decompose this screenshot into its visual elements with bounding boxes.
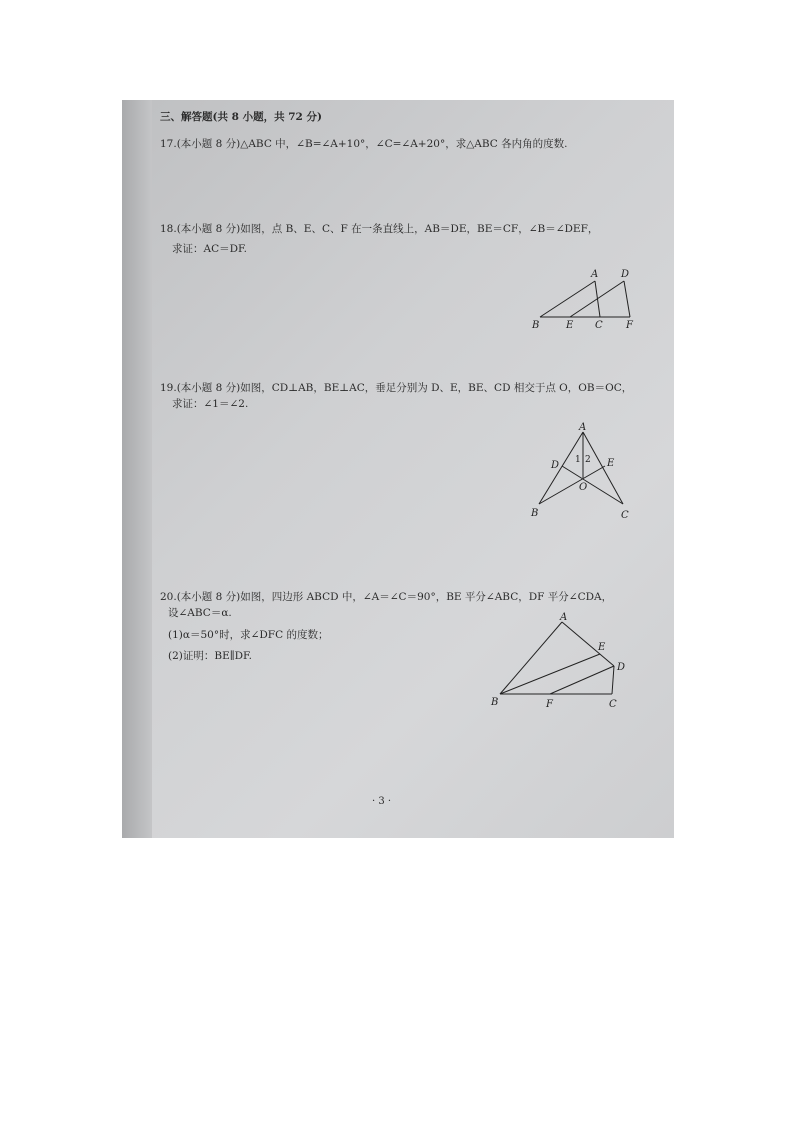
question-18-line2: 求证：AC＝DF.: [172, 243, 248, 255]
segment-ab: [540, 281, 595, 317]
label-c: C: [621, 510, 629, 521]
page-shadow: [122, 100, 152, 838]
segment-de: [570, 281, 624, 317]
segment-dc: [612, 666, 614, 694]
label-o: O: [579, 482, 588, 493]
question-20-part1: (1)α＝50°时，求∠DFC 的度数；: [168, 629, 329, 641]
question-19-line2: 求证：∠1＝∠2.: [172, 398, 249, 410]
label-d: D: [621, 269, 630, 280]
segment-ab: [539, 432, 583, 504]
label-c: C: [595, 320, 603, 331]
label-b: B: [491, 697, 499, 708]
label-a: A: [579, 422, 587, 433]
label-e: E: [566, 320, 574, 331]
label-angle-1: 1: [575, 455, 581, 465]
label-e: E: [598, 642, 606, 653]
label-d: D: [617, 662, 626, 673]
figure-q19: [525, 420, 635, 520]
label-f: F: [546, 699, 553, 710]
segment-ad: [562, 622, 614, 666]
question-20-line2: 设∠ABC＝α.: [168, 607, 232, 619]
figure-q18: [528, 265, 638, 335]
label-b: B: [531, 508, 539, 519]
question-17: 17.(本小题 8 分)△ABC 中，∠B=∠A+10°，∠C=∠A+20°，求△ABC 各内角的度数.: [160, 138, 568, 150]
label-f: F: [626, 320, 633, 331]
section-title: 三、解答题(共 8 小题，共 72 分): [160, 111, 322, 123]
page-number: · 3 ·: [372, 796, 392, 807]
segment-df: [624, 281, 630, 317]
label-e: E: [607, 458, 615, 469]
figure-q20: [488, 610, 628, 715]
question-20-line1: 20.(本小题 8 分)如图，四边形 ABCD 中，∠A＝∠C＝90°，BE 平分∠ABC，DF 平分∠CDA，: [160, 591, 613, 603]
segment-be: [500, 654, 600, 694]
segment-ac: [583, 432, 623, 504]
question-18-line1: 18.(本小题 8 分)如图，点 B、E、C、F 在一条直线上，AB＝DE，BE＝CF，∠B＝∠DEF，: [160, 223, 599, 235]
label-angle-2: 2: [585, 455, 591, 465]
label-a: A: [591, 269, 599, 280]
label-a: A: [560, 612, 568, 623]
label-c: C: [609, 699, 617, 710]
label-b: B: [532, 320, 540, 331]
question-20-part2: (2)证明：BE∥DF.: [168, 650, 253, 662]
question-19-line1: 19.(本小题 8 分)如图，CD⊥AB，BE⊥AC，垂足分别为 D、E，BE、CD 相交于点 O，OB＝OC，: [160, 382, 633, 394]
segment-ba: [500, 622, 562, 694]
label-d: D: [551, 460, 560, 471]
